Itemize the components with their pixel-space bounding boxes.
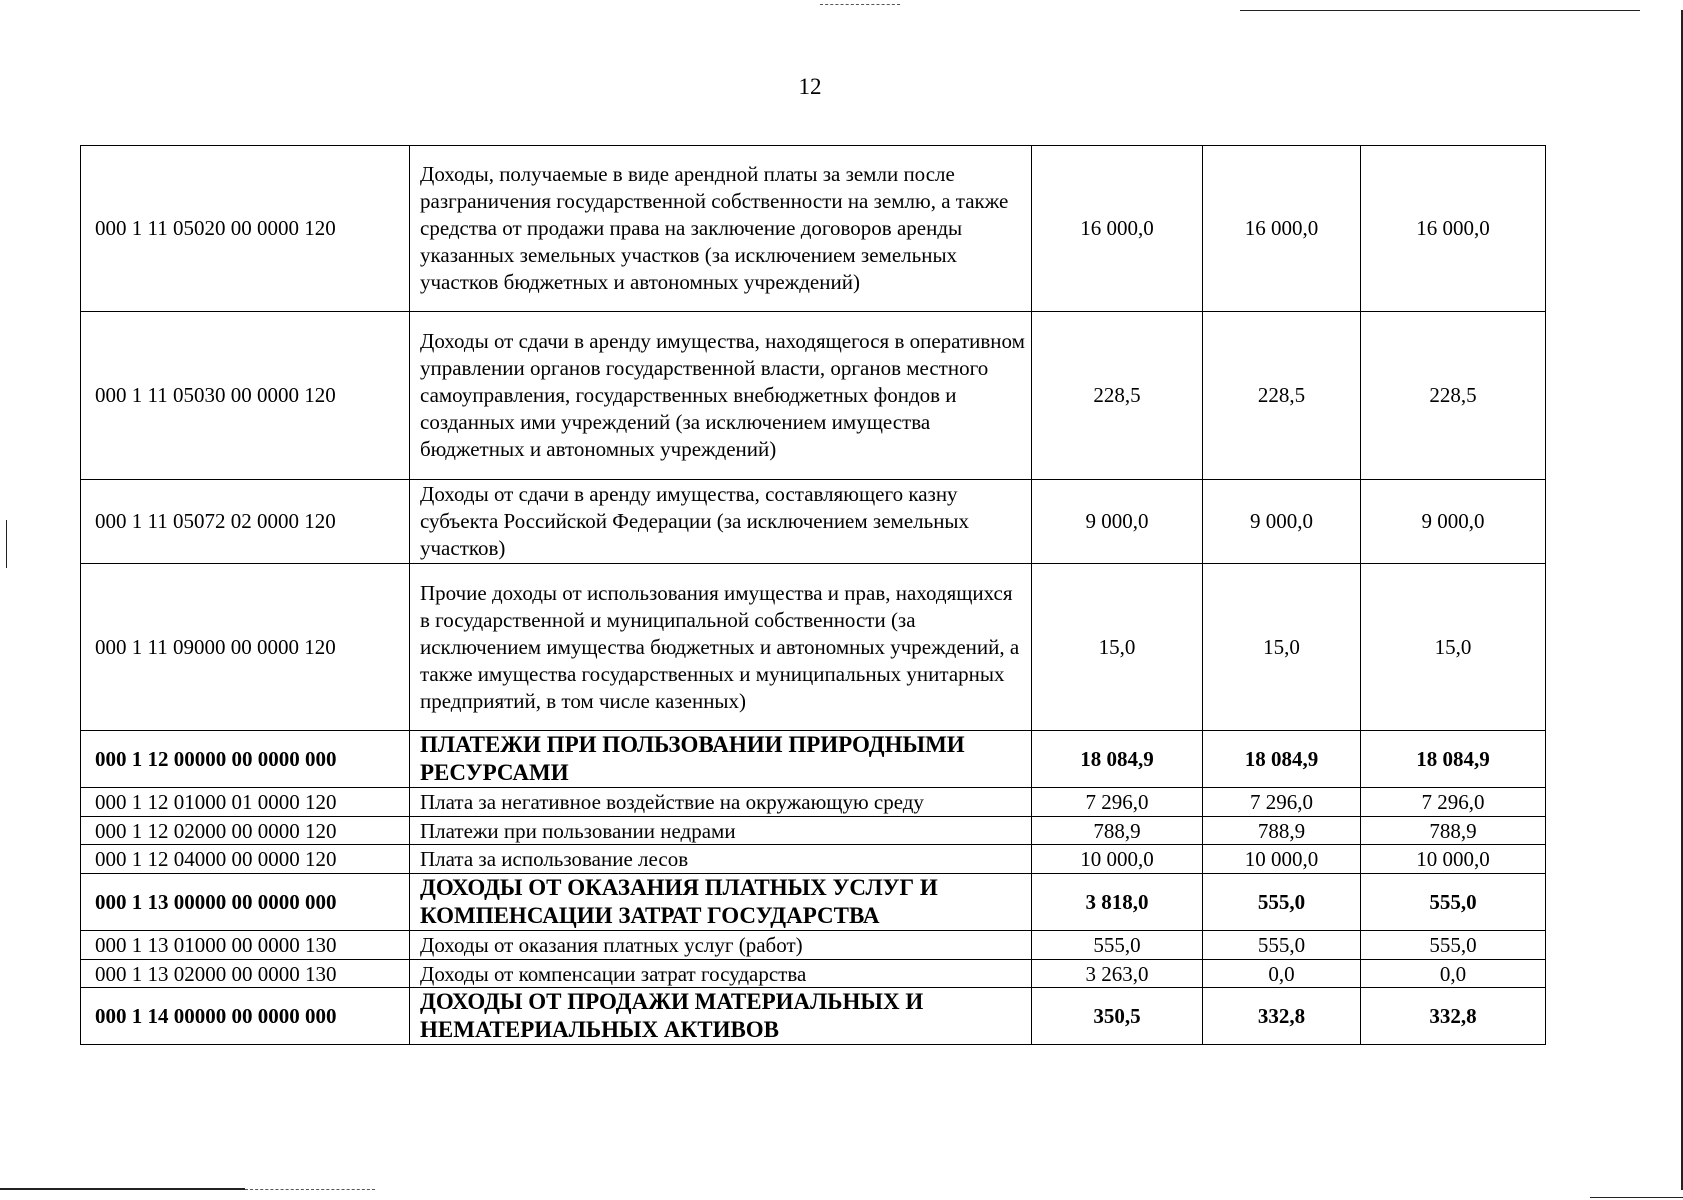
- amount-cell-1: 3 818,0: [1032, 874, 1203, 931]
- scan-edge-bottom-left: [0, 1188, 245, 1190]
- revenue-name-cell: ДОХОДЫ ОТ ОКАЗАНИЯ ПЛАТНЫХ УСЛУГ И КОМПЕНСАЦИИ ЗАТРАТ ГОСУДАРСТВА: [410, 874, 1032, 931]
- table-row-section-total: [81, 874, 1546, 931]
- amount-cell-2: 18 084,9: [1203, 731, 1361, 788]
- amount-cell-2: 16 000,0: [1203, 146, 1361, 312]
- amount-cell-3: 18 084,9: [1361, 731, 1546, 788]
- amount-cell-2: 555,0: [1203, 874, 1361, 931]
- amount-cell-3: 10 000,0: [1361, 845, 1546, 874]
- revenue-name-cell: Плата за использование лесов: [410, 845, 1032, 874]
- budget-code-cell: 000 1 11 05020 00 0000 120: [81, 146, 410, 312]
- table-row: [81, 564, 1546, 731]
- amount-cell-1: 7 296,0: [1032, 788, 1203, 817]
- budget-code-cell: 000 1 11 05030 00 0000 120: [81, 312, 410, 480]
- revenue-name-cell: Доходы от сдачи в аренду имущества, составляющего казну субъекта Российской Федерации (за исключением земельных участков): [410, 480, 1032, 564]
- revenue-name-cell: Доходы от оказания платных услуг (работ): [410, 931, 1032, 960]
- table-row: [81, 960, 1546, 988]
- amount-cell-3: 555,0: [1361, 874, 1546, 931]
- table-row: [81, 931, 1546, 960]
- amount-cell-1: 9 000,0: [1032, 480, 1203, 564]
- table-row: [81, 146, 1546, 312]
- table-row-section-total: [81, 988, 1546, 1045]
- amount-cell-2: 332,8: [1203, 988, 1361, 1045]
- table-row: [81, 817, 1546, 845]
- revenue-table-body: [81, 146, 1546, 1045]
- amount-cell-3: 332,8: [1361, 988, 1546, 1045]
- amount-cell-1: 555,0: [1032, 931, 1203, 960]
- amount-cell-2: 228,5: [1203, 312, 1361, 480]
- amount-cell-2: 555,0: [1203, 931, 1361, 960]
- scan-edge-top-dash: [820, 4, 900, 5]
- table-row: [81, 845, 1546, 874]
- amount-cell-3: 0,0: [1361, 960, 1546, 988]
- amount-cell-3: 7 296,0: [1361, 788, 1546, 817]
- table-row-section-total: [81, 731, 1546, 788]
- budget-code-cell: 000 1 12 00000 00 0000 000: [81, 731, 410, 788]
- budget-code-cell: 000 1 12 04000 00 0000 120: [81, 845, 410, 874]
- amount-cell-1: 18 084,9: [1032, 731, 1203, 788]
- budget-code-cell: 000 1 12 02000 00 0000 120: [81, 817, 410, 845]
- budget-code-cell: 000 1 11 09000 00 0000 120: [81, 564, 410, 731]
- revenue-table: [80, 145, 1546, 1045]
- amount-cell-2: 15,0: [1203, 564, 1361, 731]
- scan-edge-bottom-right: [1590, 1197, 1683, 1198]
- revenue-name-cell: Плата за негативное воздействие на окружающую среду: [410, 788, 1032, 817]
- revenue-name-cell: Доходы, получаемые в виде арендной платы за земли после разграничения государственной собственности на землю, а также средства от продажи права на заключение договоров аренды указанных земельных участков (за исключением земельных участков бюджетных и автономных учреждений): [410, 146, 1032, 312]
- scan-edge-bottom-dash: [245, 1189, 375, 1190]
- scan-edge-left-mark: [6, 520, 7, 568]
- budget-code-cell: 000 1 11 05072 02 0000 120: [81, 480, 410, 564]
- amount-cell-2: 788,9: [1203, 817, 1361, 845]
- amount-cell-3: 15,0: [1361, 564, 1546, 731]
- budget-code-cell: 000 1 13 02000 00 0000 130: [81, 960, 410, 988]
- amount-cell-2: 9 000,0: [1203, 480, 1361, 564]
- revenue-name-cell: Доходы от компенсации затрат государства: [410, 960, 1032, 988]
- table-row: [81, 480, 1546, 564]
- amount-cell-3: 228,5: [1361, 312, 1546, 480]
- amount-cell-3: 555,0: [1361, 931, 1546, 960]
- revenue-name-cell: ПЛАТЕЖИ ПРИ ПОЛЬЗОВАНИИ ПРИРОДНЫМИ РЕСУРСАМИ: [410, 731, 1032, 788]
- amount-cell-1: 788,9: [1032, 817, 1203, 845]
- amount-cell-1: 15,0: [1032, 564, 1203, 731]
- amount-cell-3: 788,9: [1361, 817, 1546, 845]
- amount-cell-1: 228,5: [1032, 312, 1203, 480]
- amount-cell-2: 0,0: [1203, 960, 1361, 988]
- amount-cell-1: 3 263,0: [1032, 960, 1203, 988]
- amount-cell-3: 9 000,0: [1361, 480, 1546, 564]
- amount-cell-2: 10 000,0: [1203, 845, 1361, 874]
- amount-cell-1: 16 000,0: [1032, 146, 1203, 312]
- budget-code-cell: 000 1 13 01000 00 0000 130: [81, 931, 410, 960]
- scan-edge-top-right: [1240, 10, 1640, 11]
- amount-cell-1: 10 000,0: [1032, 845, 1203, 874]
- budget-code-cell: 000 1 13 00000 00 0000 000: [81, 874, 410, 931]
- budget-code-cell: 000 1 14 00000 00 0000 000: [81, 988, 410, 1045]
- page-number: 12: [798, 74, 822, 99]
- budget-code-cell: 000 1 12 01000 01 0000 120: [81, 788, 410, 817]
- revenue-name-cell: Платежи при пользовании недрами: [410, 817, 1032, 845]
- amount-cell-3: 16 000,0: [1361, 146, 1546, 312]
- amount-cell-1: 350,5: [1032, 988, 1203, 1045]
- revenue-name-cell: Прочие доходы от использования имущества и прав, находящихся в государственной и муниципальной собственности (за исключением имущества бюджетных и автономных учреждений, а также имущества государственных и муниципальных унитарных предприятий, в том числе казенных): [410, 564, 1032, 731]
- revenue-name-cell: ДОХОДЫ ОТ ПРОДАЖИ МАТЕРИАЛЬНЫХ И НЕМАТЕРИАЛЬНЫХ АКТИВОВ: [410, 988, 1032, 1045]
- table-row: [81, 788, 1546, 817]
- amount-cell-2: 7 296,0: [1203, 788, 1361, 817]
- revenue-name-cell: Доходы от сдачи в аренду имущества, находящегося в оперативном управлении органов государственной власти, органов местного самоуправления, государственных внебюджетных фондов и созданных ими учреждений (за исключением имущества бюджетных и автономных учреждений): [410, 312, 1032, 480]
- table-row: [81, 312, 1546, 480]
